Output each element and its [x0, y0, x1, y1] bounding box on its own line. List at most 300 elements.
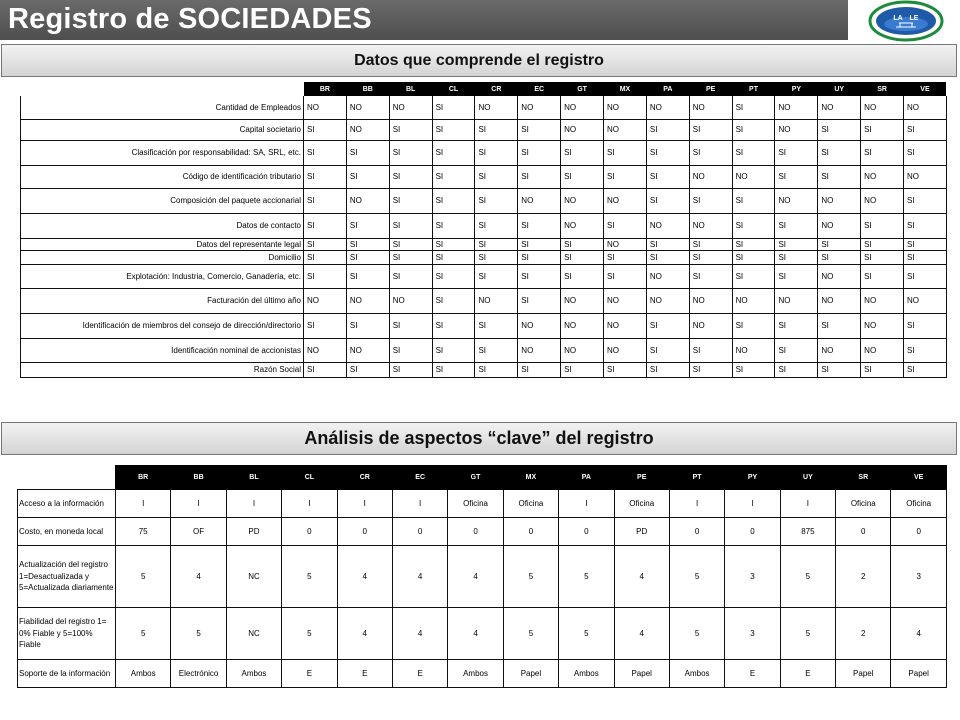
- cell-value: SI: [304, 119, 347, 140]
- cell-value: NO: [646, 213, 689, 238]
- cell-value: SI: [732, 213, 775, 238]
- cell-value: NO: [604, 96, 647, 119]
- section-title-analisis: Análisis de aspectos “clave” del registro: [1, 422, 957, 455]
- column-header-sr: SR: [861, 82, 904, 96]
- cell-value: NO: [389, 96, 432, 119]
- cell-value: SI: [304, 313, 347, 338]
- cell-value: 5: [282, 546, 337, 608]
- column-header-br: BR: [116, 466, 171, 490]
- column-header-sr: SR: [836, 466, 891, 490]
- column-header-pt: PT: [732, 82, 775, 96]
- cell-value: I: [559, 490, 614, 518]
- cell-value: NO: [689, 96, 732, 119]
- cell-value: SI: [432, 264, 475, 288]
- cell-value: Ambos: [669, 660, 724, 688]
- cell-value: SI: [518, 264, 561, 288]
- cell-value: SI: [861, 119, 904, 140]
- row-label: Actualización del registro 1=Desactualizada y 5=Actualizada diariamente: [18, 546, 116, 608]
- cell-value: SI: [432, 96, 475, 119]
- cell-value: SI: [775, 338, 818, 362]
- cell-value: SI: [518, 362, 561, 377]
- row-label: Identificación de miembros del consejo de dirección/directorio: [21, 313, 304, 338]
- cell-value: E: [282, 660, 337, 688]
- cell-value: SI: [689, 250, 732, 264]
- cell-value: NO: [689, 165, 732, 188]
- cell-value: SI: [689, 119, 732, 140]
- cell-value: NO: [518, 96, 561, 119]
- cell-value: SI: [432, 238, 475, 250]
- column-header-ec: EC: [392, 466, 447, 490]
- cell-value: SI: [389, 313, 432, 338]
- cell-value: 2: [836, 546, 891, 608]
- cell-value: SI: [304, 264, 347, 288]
- cell-value: SI: [475, 362, 518, 377]
- cell-value: NO: [732, 338, 775, 362]
- column-header-bl: BL: [226, 466, 281, 490]
- cell-value: NO: [775, 96, 818, 119]
- cell-value: NO: [861, 96, 904, 119]
- table-row: [18, 518, 947, 546]
- cell-value: SI: [304, 165, 347, 188]
- cell-value: SI: [646, 165, 689, 188]
- row-label: Composición del paquete accionarial: [21, 188, 304, 213]
- cell-value: SI: [689, 264, 732, 288]
- cell-value: 4: [614, 608, 669, 660]
- cell-value: 0: [725, 518, 780, 546]
- cell-value: NO: [861, 188, 904, 213]
- cell-value: SI: [389, 250, 432, 264]
- cell-value: SI: [475, 140, 518, 165]
- cell-value: 3: [725, 608, 780, 660]
- cell-value: SI: [475, 188, 518, 213]
- cell-value: SI: [904, 250, 947, 264]
- cell-value: SI: [346, 313, 389, 338]
- cell-value: NO: [646, 264, 689, 288]
- cell-value: SI: [432, 313, 475, 338]
- cell-value: SI: [561, 250, 604, 264]
- cell-value: NO: [689, 313, 732, 338]
- cell-value: SI: [346, 140, 389, 165]
- cell-value: SI: [518, 238, 561, 250]
- cell-value: NO: [518, 338, 561, 362]
- table-row: [18, 608, 947, 660]
- column-header-cr: CR: [475, 82, 518, 96]
- cell-value: Oficina: [836, 490, 891, 518]
- cell-value: NO: [604, 338, 647, 362]
- cell-value: PD: [614, 518, 669, 546]
- cell-value: SI: [561, 362, 604, 377]
- cell-value: I: [226, 490, 281, 518]
- cell-value: PD: [226, 518, 281, 546]
- cell-value: NO: [346, 188, 389, 213]
- cell-value: SI: [689, 238, 732, 250]
- row-label: Identificación nominal de accionistas: [21, 338, 304, 362]
- column-header-pa: PA: [559, 466, 614, 490]
- cell-value: 5: [116, 546, 171, 608]
- cell-value: SI: [732, 238, 775, 250]
- cell-value: NO: [732, 288, 775, 313]
- cell-value: SI: [646, 338, 689, 362]
- cell-value: SI: [689, 362, 732, 377]
- cell-value: SI: [346, 165, 389, 188]
- cell-value: SI: [904, 362, 947, 377]
- table-row: [21, 264, 947, 288]
- table-row: [21, 119, 947, 140]
- table-row: [18, 490, 947, 518]
- cell-value: NO: [304, 338, 347, 362]
- cell-value: 3: [725, 546, 780, 608]
- cell-value: NO: [518, 188, 561, 213]
- cell-value: SI: [389, 338, 432, 362]
- column-header-ec: EC: [518, 82, 561, 96]
- row-label: Fiabilidad del registro 1= 0% Fiable y 5=100% Fiable: [18, 608, 116, 660]
- cell-value: NO: [604, 119, 647, 140]
- cell-value: Ambos: [226, 660, 281, 688]
- cell-value: SI: [475, 119, 518, 140]
- cell-value: SI: [775, 313, 818, 338]
- cell-value: SI: [646, 250, 689, 264]
- cell-value: 0: [891, 518, 946, 546]
- row-label: Razón Social: [21, 362, 304, 377]
- cell-value: NO: [861, 313, 904, 338]
- cell-value: SI: [518, 165, 561, 188]
- cell-value: SI: [775, 213, 818, 238]
- cell-value: SI: [389, 362, 432, 377]
- cell-value: 5: [503, 608, 558, 660]
- cell-value: SI: [861, 238, 904, 250]
- cell-value: NO: [346, 96, 389, 119]
- cell-value: Papel: [614, 660, 669, 688]
- cell-value: SI: [818, 313, 861, 338]
- column-header-pt: PT: [669, 466, 724, 490]
- table-row: [21, 213, 947, 238]
- cell-value: 0: [559, 518, 614, 546]
- column-header-uy: UY: [818, 82, 861, 96]
- cell-value: NO: [861, 288, 904, 313]
- cell-value: I: [171, 490, 226, 518]
- cell-value: 4: [448, 608, 503, 660]
- cell-value: SI: [432, 165, 475, 188]
- cell-value: SI: [346, 362, 389, 377]
- table-row: [21, 140, 947, 165]
- cell-value: SI: [861, 362, 904, 377]
- row-label: Costo, en moneda local: [18, 518, 116, 546]
- cell-value: SI: [904, 119, 947, 140]
- cell-value: NO: [604, 238, 647, 250]
- cell-value: SI: [775, 250, 818, 264]
- cell-value: I: [725, 490, 780, 518]
- cell-value: SI: [432, 288, 475, 313]
- cell-value: SI: [389, 188, 432, 213]
- cell-value: 4: [891, 608, 946, 660]
- cell-value: SI: [818, 238, 861, 250]
- cell-value: 4: [337, 608, 392, 660]
- cell-value: NO: [304, 96, 347, 119]
- column-header-br: BR: [304, 82, 347, 96]
- cell-value: Ambos: [448, 660, 503, 688]
- table-row: [21, 250, 947, 264]
- row-label: Explotación: Industria, Comercio, Ganadería, etc.: [21, 264, 304, 288]
- cell-value: NO: [904, 288, 947, 313]
- header-row: [21, 82, 947, 96]
- table-row: [18, 546, 947, 608]
- cell-value: SI: [475, 313, 518, 338]
- cell-value: SI: [561, 140, 604, 165]
- cell-value: SI: [346, 264, 389, 288]
- cell-value: 4: [392, 546, 447, 608]
- svg-text:LE: LE: [909, 15, 919, 22]
- cell-value: NO: [475, 96, 518, 119]
- table-row: [21, 338, 947, 362]
- cell-value: SI: [689, 140, 732, 165]
- cell-value: SI: [475, 250, 518, 264]
- cell-value: NO: [561, 213, 604, 238]
- cell-value: SI: [775, 238, 818, 250]
- cell-value: E: [725, 660, 780, 688]
- cell-value: 4: [337, 546, 392, 608]
- column-header-mx: MX: [503, 466, 558, 490]
- cell-value: SI: [475, 264, 518, 288]
- cell-value: SI: [775, 264, 818, 288]
- cell-value: SI: [646, 188, 689, 213]
- cell-value: NO: [818, 96, 861, 119]
- header-blank-cell: [18, 466, 116, 490]
- header-blank-cell: [21, 82, 304, 96]
- cell-value: NO: [904, 96, 947, 119]
- cell-value: SI: [904, 238, 947, 250]
- cell-value: 0: [448, 518, 503, 546]
- cell-value: SI: [818, 119, 861, 140]
- cell-value: NO: [818, 188, 861, 213]
- header-row: [18, 466, 947, 490]
- cell-value: NO: [818, 213, 861, 238]
- cell-value: E: [392, 660, 447, 688]
- cell-value: NO: [561, 188, 604, 213]
- cell-value: 3: [891, 546, 946, 608]
- cell-value: SI: [475, 238, 518, 250]
- cell-value: SI: [304, 140, 347, 165]
- page-title: Registro de SOCIEDADES: [8, 3, 372, 35]
- cell-value: NO: [646, 288, 689, 313]
- cell-value: NO: [346, 338, 389, 362]
- cell-value: SI: [518, 140, 561, 165]
- column-header-ve: VE: [904, 82, 947, 96]
- cell-value: 0: [669, 518, 724, 546]
- cell-value: 0: [392, 518, 447, 546]
- cell-value: SI: [904, 264, 947, 288]
- table-row: [21, 165, 947, 188]
- cell-value: SI: [346, 250, 389, 264]
- cell-value: SI: [604, 264, 647, 288]
- cell-value: Papel: [836, 660, 891, 688]
- cell-value: NO: [818, 264, 861, 288]
- table-row: [21, 313, 947, 338]
- cell-value: SI: [475, 213, 518, 238]
- cell-value: 5: [503, 546, 558, 608]
- cell-value: NO: [389, 288, 432, 313]
- cell-value: NO: [732, 165, 775, 188]
- cell-value: 2: [836, 608, 891, 660]
- logo: [852, 0, 960, 42]
- cell-value: I: [780, 490, 835, 518]
- cell-value: NO: [604, 313, 647, 338]
- cell-value: 4: [171, 546, 226, 608]
- data-table-registro: [20, 82, 947, 378]
- cell-value: SI: [775, 140, 818, 165]
- cell-value: 5: [780, 608, 835, 660]
- cell-value: SI: [732, 96, 775, 119]
- data-table-analisis: [17, 465, 947, 688]
- cell-value: SI: [304, 213, 347, 238]
- cell-value: SI: [646, 119, 689, 140]
- cell-value: SI: [861, 264, 904, 288]
- cell-value: SI: [432, 362, 475, 377]
- logo-emblem-icon: [852, 0, 960, 42]
- cell-value: SI: [561, 238, 604, 250]
- row-label: Cantidad de Empleados: [21, 96, 304, 119]
- cell-value: SI: [518, 288, 561, 313]
- cell-value: 5: [282, 608, 337, 660]
- cell-value: SI: [561, 165, 604, 188]
- cell-value: NO: [561, 288, 604, 313]
- table-row: [18, 660, 947, 688]
- cell-value: Oficina: [503, 490, 558, 518]
- row-label: Acceso a la información: [18, 490, 116, 518]
- cell-value: 4: [392, 608, 447, 660]
- cell-value: 75: [116, 518, 171, 546]
- cell-value: Oficina: [614, 490, 669, 518]
- cell-value: Electrónico: [171, 660, 226, 688]
- title-bar: [0, 0, 848, 40]
- cell-value: SI: [775, 165, 818, 188]
- column-header-py: PY: [725, 466, 780, 490]
- cell-value: SI: [818, 250, 861, 264]
- cell-value: E: [780, 660, 835, 688]
- cell-value: SI: [732, 362, 775, 377]
- cell-value: Ambos: [559, 660, 614, 688]
- column-header-ve: VE: [891, 466, 946, 490]
- column-header-bb: BB: [346, 82, 389, 96]
- cell-value: NO: [775, 188, 818, 213]
- cell-value: Papel: [891, 660, 946, 688]
- cell-value: SI: [904, 213, 947, 238]
- cell-value: NO: [689, 213, 732, 238]
- row-label: Código de identificación tributario: [21, 165, 304, 188]
- cell-value: 875: [780, 518, 835, 546]
- cell-value: 5: [669, 608, 724, 660]
- cell-value: SI: [604, 165, 647, 188]
- cell-value: NO: [304, 288, 347, 313]
- cell-value: SI: [732, 188, 775, 213]
- cell-value: SI: [304, 188, 347, 213]
- cell-value: SI: [389, 264, 432, 288]
- cell-value: SI: [518, 250, 561, 264]
- cell-value: NO: [904, 165, 947, 188]
- cell-value: 0: [836, 518, 891, 546]
- cell-value: I: [282, 490, 337, 518]
- cell-value: NO: [561, 119, 604, 140]
- cell-value: SI: [646, 238, 689, 250]
- table-row: [21, 362, 947, 377]
- row-label: Domicilio: [21, 250, 304, 264]
- cell-value: SI: [689, 188, 732, 213]
- cell-value: 0: [337, 518, 392, 546]
- table-row: [21, 96, 947, 119]
- cell-value: NO: [518, 313, 561, 338]
- cell-value: SI: [346, 213, 389, 238]
- column-header-uy: UY: [780, 466, 835, 490]
- row-label: Clasificación por responsabilidad: SA, SRL, etc.: [21, 140, 304, 165]
- cell-value: NO: [818, 288, 861, 313]
- cell-value: SI: [604, 140, 647, 165]
- cell-value: 5: [780, 546, 835, 608]
- cell-value: NO: [646, 96, 689, 119]
- cell-value: 4: [448, 546, 503, 608]
- cell-value: SI: [732, 140, 775, 165]
- row-label: Soporte de la información: [18, 660, 116, 688]
- cell-value: SI: [432, 250, 475, 264]
- column-header-mx: MX: [604, 82, 647, 96]
- cell-value: NO: [561, 96, 604, 119]
- cell-value: OF: [171, 518, 226, 546]
- cell-value: SI: [389, 140, 432, 165]
- cell-value: SI: [904, 338, 947, 362]
- column-header-bb: BB: [171, 466, 226, 490]
- row-label: Datos de contacto: [21, 213, 304, 238]
- row-label: Facturación del último año: [21, 288, 304, 313]
- cell-value: Ambos: [116, 660, 171, 688]
- column-header-gt: GT: [448, 466, 503, 490]
- cell-value: NO: [475, 288, 518, 313]
- cell-value: SI: [732, 264, 775, 288]
- cell-value: SI: [518, 119, 561, 140]
- cell-value: NO: [346, 288, 389, 313]
- cell-value: SI: [861, 213, 904, 238]
- cell-value: SI: [604, 250, 647, 264]
- cell-value: E: [337, 660, 392, 688]
- cell-value: Oficina: [448, 490, 503, 518]
- cell-value: SI: [818, 165, 861, 188]
- cell-value: SI: [732, 313, 775, 338]
- cell-value: 0: [503, 518, 558, 546]
- cell-value: SI: [818, 362, 861, 377]
- cell-value: SI: [732, 119, 775, 140]
- cell-value: 0: [282, 518, 337, 546]
- cell-value: SI: [346, 238, 389, 250]
- cell-value: SI: [561, 264, 604, 288]
- cell-value: SI: [904, 313, 947, 338]
- cell-value: NO: [604, 288, 647, 313]
- table-row: [21, 188, 947, 213]
- cell-value: Oficina: [891, 490, 946, 518]
- cell-value: NO: [346, 119, 389, 140]
- cell-value: I: [392, 490, 447, 518]
- cell-value: NO: [775, 288, 818, 313]
- cell-value: 5: [559, 546, 614, 608]
- cell-value: 5: [116, 608, 171, 660]
- cell-value: SI: [904, 188, 947, 213]
- cell-value: I: [337, 490, 392, 518]
- table-row: [21, 288, 947, 313]
- cell-value: SI: [689, 338, 732, 362]
- column-header-gt: GT: [561, 82, 604, 96]
- column-header-pe: PE: [689, 82, 732, 96]
- cell-value: SI: [432, 338, 475, 362]
- cell-value: NO: [818, 338, 861, 362]
- column-header-cr: CR: [337, 466, 392, 490]
- column-header-pe: PE: [614, 466, 669, 490]
- cell-value: SI: [432, 119, 475, 140]
